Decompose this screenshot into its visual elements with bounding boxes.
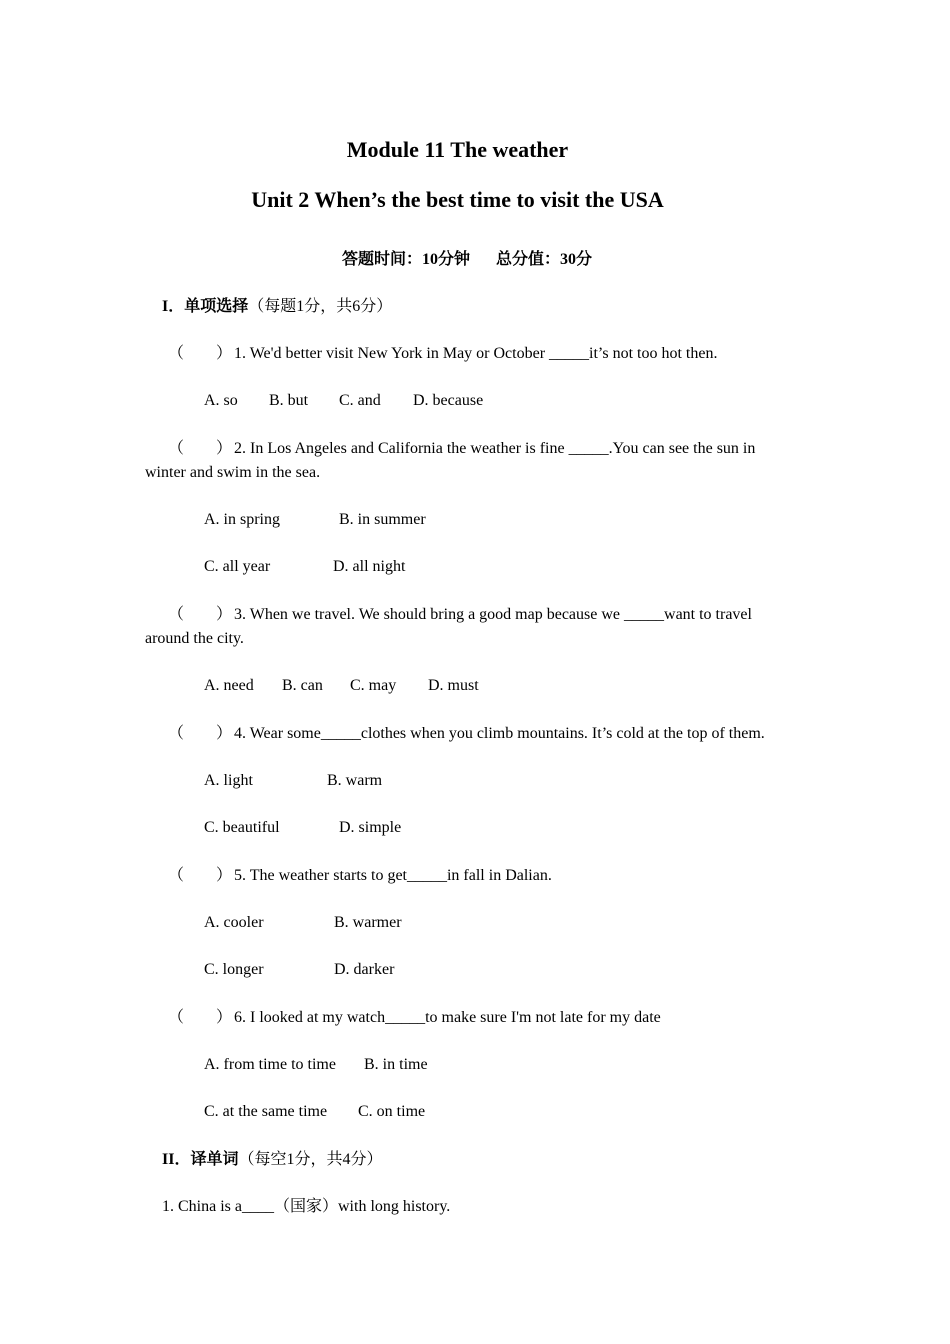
time-label: 答题时间：10分钟 [342, 251, 471, 268]
section-1-heading [162, 297, 392, 317]
option-c: C. and [339, 392, 381, 409]
option-d: D. because [413, 392, 484, 409]
question-5-options-row-2 [204, 960, 394, 980]
translation-item-1: 1. China is a____（国家）with long history. [162, 1198, 451, 1215]
section-2-note: （每空1分，共4分） [238, 1151, 383, 1168]
option-b: B. in summer [339, 511, 426, 528]
option-a: A. in spring [204, 511, 280, 528]
question-2-continuation: winter and swim in the sea. [145, 464, 321, 481]
option-b: B. warmer [334, 914, 402, 931]
answer-bracket: （ ） [168, 1009, 233, 1026]
page-title: Module 11 The weather [346, 137, 569, 162]
option-a: A. cooler [204, 914, 264, 931]
question-4-options-row-2 [204, 818, 401, 838]
section-2-heading [162, 1150, 382, 1170]
answer-bracket: （ ） [168, 440, 233, 457]
option-d: D. must [428, 677, 479, 694]
option-c: C. all year [204, 558, 271, 575]
answer-bracket: （ ） [168, 606, 233, 623]
question-5-options-row-1 [204, 913, 402, 933]
question-3 [168, 605, 752, 625]
option-a: A. from time to time [204, 1056, 336, 1073]
option-d: D. all night [333, 558, 406, 575]
option-b: B. warm [327, 772, 383, 789]
question-1 [168, 344, 717, 364]
question-6 [168, 1008, 661, 1028]
question-4 [168, 724, 765, 744]
question-3-continuation: around the city. [145, 630, 244, 647]
section-1-note: （每题1分，共6分） [248, 298, 393, 315]
exam-info [342, 250, 592, 270]
question-text-line-1: 2. In Los Angeles and California the weather is fine _____.You can see the sun in [234, 440, 756, 457]
answer-bracket: （ ） [168, 725, 233, 742]
option-a: A. light [204, 772, 253, 789]
option-c: C. beautiful [204, 819, 280, 836]
answer-bracket: （ ） [168, 345, 233, 362]
option-c: C. longer [204, 961, 264, 978]
section-1-title: I．单项选择 [162, 298, 249, 315]
option-d: D. simple [339, 819, 402, 836]
option-b: B. in time [364, 1056, 428, 1073]
score-label: 总分值：30分 [496, 251, 593, 268]
question-2-options-row-2 [204, 557, 405, 577]
page-subtitle: Unit 2 When’s the best time to visit the USA [251, 187, 664, 212]
question-6-options-row-2 [204, 1102, 425, 1122]
question-4-options-row-1 [204, 771, 382, 791]
option-d: D. darker [334, 961, 395, 978]
section-2-title: II．译单词 [162, 1151, 239, 1168]
question-2-options-row-1 [204, 510, 426, 530]
question-1-options [204, 391, 483, 411]
answer-bracket: （ ） [168, 867, 233, 884]
option-a: A. so [204, 392, 238, 409]
question-text: 4. Wear some_____clothes when you climb mountains. It’s cold at the top of them. [234, 725, 765, 742]
option-b: B. but [269, 392, 309, 409]
question-text: 6. I looked at my watch_____to make sure I'm not late for my date [234, 1009, 661, 1026]
question-2 [168, 439, 755, 459]
question-6-options-row-1 [204, 1055, 428, 1075]
option-d: C. on time [358, 1103, 426, 1120]
question-text-line-1: 3. When we travel. We should bring a good map because we _____want to travel [234, 606, 752, 623]
question-text: 5. The weather starts to get_____in fall in Dalian. [234, 867, 552, 884]
option-a: A. need [204, 677, 254, 694]
question-3-options [204, 676, 479, 696]
question-5 [168, 866, 552, 886]
question-text: 1. We'd better visit New York in May or October _____it’s not too hot then. [234, 345, 718, 362]
option-c: C. at the same time [204, 1103, 328, 1120]
option-c: C. may [350, 677, 397, 694]
option-b: B. can [282, 677, 323, 694]
